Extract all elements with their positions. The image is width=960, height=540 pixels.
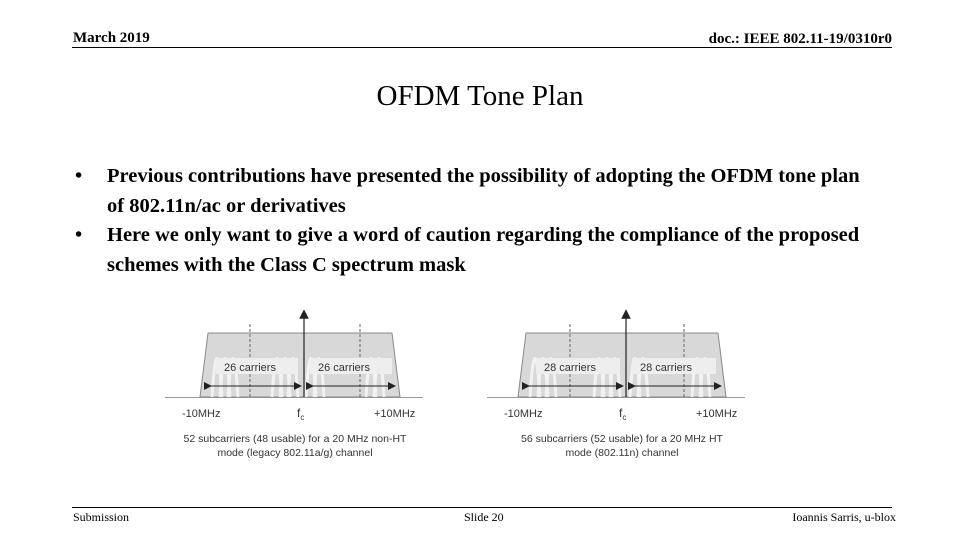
bullet-list bbox=[75, 162, 865, 280]
axis-center-label: $f_c$ bbox=[619, 406, 627, 422]
tone-plan-figure-ht bbox=[482, 300, 752, 465]
caption-line-1: 52 subcarriers (48 usable) for a 20 MHz non-HT bbox=[183, 433, 407, 445]
spectrum-diagram bbox=[482, 300, 752, 465]
footer-submission: Submission bbox=[73, 510, 130, 524]
axis-right-label: +10MHz bbox=[374, 408, 416, 420]
bullet-item bbox=[75, 162, 865, 221]
header-doc-id: doc.: IEEE 802.11-19/0310r0 bbox=[708, 31, 892, 47]
spectrum-diagram bbox=[160, 300, 430, 465]
left-carriers-label: 28 carriers bbox=[544, 362, 596, 374]
bullet-text: Here we only want to give a word of caution regarding the compliance of the proposed schemes with the Class C spectrum mask bbox=[107, 224, 860, 276]
right-carriers-label: 26 carriers bbox=[318, 362, 370, 374]
left-carriers-label: 26 carriers bbox=[224, 362, 276, 374]
footer-slide-number: Slide 20 bbox=[464, 510, 504, 524]
bullet-symbol: • bbox=[75, 165, 83, 187]
caption-line-1: 56 subcarriers (52 usable) for a 20 MHz HT bbox=[521, 433, 723, 445]
header-date: March 2019 bbox=[73, 30, 150, 46]
tone-plan-figure-non-ht bbox=[160, 300, 430, 465]
bullet-item bbox=[75, 221, 865, 280]
slide-title: OFDM Tone Plan bbox=[376, 80, 584, 112]
footer-author: Ioannis Sarris, u-blox bbox=[792, 510, 896, 524]
axis-center-label: $f_c$ bbox=[297, 406, 305, 422]
footer-rule bbox=[72, 507, 892, 508]
bullet-text: Previous contributions have presented the possibility of adopting the OFDM tone plan of 802.11n/ac or derivatives bbox=[107, 165, 860, 217]
caption-line-2: mode (802.11n) channel bbox=[565, 447, 679, 459]
bullet-symbol: • bbox=[75, 224, 83, 246]
axis-left-label: -10MHz bbox=[182, 408, 221, 420]
axis-right-label: +10MHz bbox=[696, 408, 738, 420]
header-rule bbox=[72, 47, 892, 48]
caption-line-2: mode (legacy 802.11a/g) channel bbox=[217, 447, 373, 459]
axis-left-label: -10MHz bbox=[504, 408, 543, 420]
right-carriers-label: 28 carriers bbox=[640, 362, 692, 374]
